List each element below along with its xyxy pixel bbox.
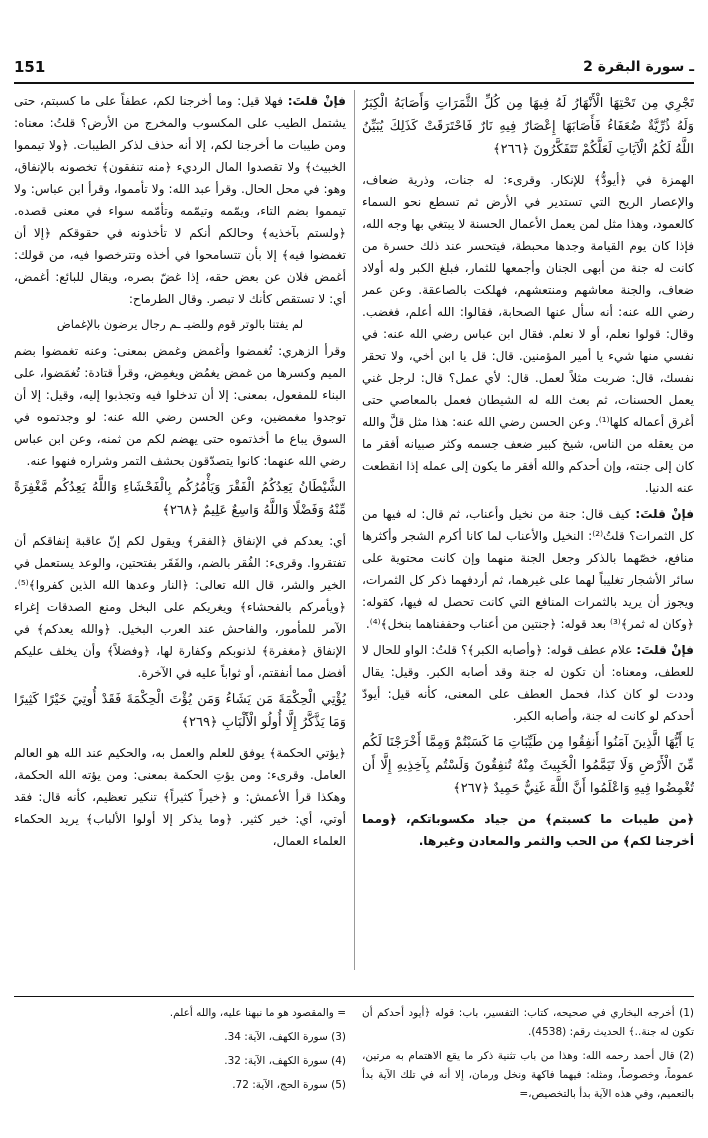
question-label: فإنْ قلتَ:	[636, 643, 694, 657]
verse-268: الشَّيْطَانُ يَعِدُكُمُ الْفَقْرَ وَيَأْمُرُكُم بِالْفَحْشَاءِ وَاللَّهُ يَعِدُكُم مَّغْفِرَةً مِّنْهُ وَفَضْلًا وَاللَّهُ وَاسِعٌ عَلِيمٌ ﴿٢٦٨﴾	[14, 480, 346, 518]
footnote: (1) أخرجه البخاري في صحيحه، كتاب: التفسير، باب: قوله ﴿أيود أحدكم أن تكون له جنة..﴾ الحديث رقم: (4538).	[362, 1007, 694, 1038]
question-paragraph	[362, 639, 694, 727]
commentary-paragraph: ﴿يؤتي الحكمة﴾ يوفق للعلم والعمل به، والحكيم عند الله هو العالم العامل. وقرىء: ومن يؤتِ الحكمة بمعنى: ومن يؤته الله الحكمة، وهكذا قرأ الأعمش: و ﴿خيراً كثيراً﴾ تنكير تعظيم، كأنه قال: فقد أوتي، أي: خير كثير. ﴿وما يذكر إلا أولوا الألباب﴾ يريد الحكماء العلماء العمال،	[14, 746, 346, 848]
question-text: كيف قال: جنة من نخيل وأعناب، ثم قال: له فيها من كل الثمرات؟ قلتُ⁽²⁾: النخيل والأعناب لما كانا أكرم الشجر وأكثرها منافع، خصّهما بالذكر وجعل الجنة منهما وإن كانت محتوية على سائر الأشجار تغليباً لهما على غيرهما، ثم أردفهما ذكر كل الثمرات، ويجوز أن يريد بالثمرات المنافع التي كانت تحصل له فيها، كقوله: ﴿وكان له ثمر﴾⁽³⁾ بعد قوله: ﴿جنتين من أعناب وحففناهما بنخل﴾⁽⁴⁾.	[362, 507, 694, 631]
verse-266: تَجْرِي مِن تَحْتِهَا الْأَنْهَارُ لَهُ فِيهَا مِن كُلِّ الثَّمَرَاتِ وَأَصَابَهُ الْكِبَرُ وَلَهُ ذُرِّيَّةٌ ضُعَفَاءُ فَأَصَابَهَا إِعْصَارٌ فِيهِ نَارٌ فَاحْتَرَقَتْ كَذَلِكَ يُبَيِّنُ اللَّهُ لَكُمُ الْآيَاتِ لَعَلَّكُمْ تَتَفَكَّرُونَ ﴿٢٦٦﴾	[362, 96, 694, 157]
commentary-paragraph: الهمزة في ﴿أيودُّ﴾ للإنكار. وقرىء: له جنات، وذرية ضعاف، والإعصار الريح التي تستدير في الأرض ثم تسطع نحو السماء كالعمود، وهذا مثل لمن يعمل الأعمال الحسنة لا يبتغي بها وجه الله، فإذا كان يوم القيامة وجدها محبطة، فيتحسر عند ذلك حسرة من كانت له جنة من أبهى الجنان وأجمعها للثمار، فبلغ الكبر وله أولاد ضعاف، والجنة معاشهم ومنتعشهم، فهلكت بالصاعقة. وعن عمر رضي الله عنه: أنه سأل عنها الصحابة، فقالوا: الله أعلم، فغضب. وقال: قولوا نعلم، أو لا نعلم. فقال ابن عباس رضي الله عنه: في نفسي منها شيء يا أمير المؤمنين. قال: قل يا ابن أخي، ولا تحقر نفسك، قال: ضربت مثلاً لعمل. قال: لأي عمل؟ قال: لرجل غني يعمل الحسنات، ثم بعث الله له الشيطان فعمل بالمعاصي حتى أغرق أعماله كلها⁽¹⁾. وعن الحسن رضي الله عنه: هذا مثل قلَّ والله من يعقله من الناس، شيخ كبير ضعف جسمه وكثر صبيانه أفقر ما كان إلى جنته، وإن أحدكم والله أفقر ما يكون إلى عمله إذا انقطعت عنه الدنيا.	[362, 173, 694, 495]
footnote-rule	[14, 996, 694, 997]
surah-title: 2 ـ سورة البقرة	[583, 59, 694, 75]
footnote: = والمقصود هو ما نبهنا عليه، والله أعلم.	[169, 1007, 346, 1019]
footnote: (2) قال أحمد رحمه الله: وهذا من باب تثنية ذكر ما يقع الاهتمام به مرتين، عموماً، وخصوصاً، ومثله: فيهما فاكهة ونخل ورمان، إلا أنه في تلك الآية بدأ بالتعميم، وفي هذه الآية بدأ بالتخصيص،=	[362, 1050, 694, 1100]
footnote: (3) سورة الكهف، الآية: 34.	[224, 1031, 346, 1043]
commentary-paragraph: ﴿من طيبات ما كسبتم﴾ من جياد مكسوباتكم، ﴿ومما أخرجنا لكم﴾ من الحب والثمر والمعادن وغيرها.	[362, 812, 694, 848]
column-divider	[354, 90, 355, 970]
question-text: فهلا قيل: وما أخرجنا لكم، عطفاً على ما كسبتم، حتى يشتمل الطيب على المكسوب والمخرج من الأرض؟ قلتُ: معناه: ومن طيبات ما أخرجنا لكم، إلا أنه حذف لذكر الطيبات. ﴿ولا تيمموا الخبيث﴾ ولا تقصدوا المال الرديء ﴿منه تنفقون﴾ تخصونه بالإنفاق، وهو: في محل الحال. وقرأ عبد الله: ولا تأمموا، وقرأ ابن عباس: ولا تيمموا بضم التاء، ويمّمه وتيمّمه وتأمّمه سواء في معنى قصده. ﴿ولستم بآخذيه﴾ وحالكم أنكم لا تأخذونه في حقوقكم ﴿إلا أن تغمضوا فيه﴾ إلا بأن تتسامحوا في أخذه وتترخصوا فيه، من قولك: أغمض فلان عن بعض حقه، إذا غضّ بصره، ويقال للبائع: أغمض، أي: لا تستقص كأنك لا تبصر. وقال الطرماح:	[14, 94, 346, 306]
right-column	[362, 90, 694, 970]
question-label: فإنْ قلتَ:	[635, 507, 694, 521]
verse-267: يَا أَيُّهَا الَّذِينَ آمَنُوا أَنفِقُوا مِن طَيِّبَاتِ مَا كَسَبْتُمْ وَمِمَّا أَخْرَجْنَا لَكُم مِّنَ الْأَرْضِ وَلَا تَيَمَّمُوا الْخَبِيثَ مِنْهُ تُنفِقُونَ وَلَسْتُم بِآخِذِيهِ إِلَّا أَن تُغْمِضُوا فِيهِ وَاعْلَمُوا أَنَّ اللَّهَ غَنِيٌّ حَمِيدٌ ﴿٢٦٧﴾	[362, 735, 694, 796]
footnotes-right	[362, 1004, 694, 1109]
footnote: (4) سورة الكهف، الآية: 32.	[224, 1055, 346, 1067]
poem-verse: لم يفتنا بالوتر قوم وللضيـ ـم رجال يرضون بالإغماض	[56, 317, 304, 331]
left-column	[14, 90, 346, 970]
commentary-paragraph: وقرأ الزهري: تُغمضوا وأغمض وغمض بمعنى: وعنه تغمضوا بضم الميم وكسرها من غمض يغمُض ويغمِض، وقرأ قتادة: تُغمَضوا، على البناء للمفعول، بمعنى: إلا أن تدخلوا فيه وتجذبوا إليه، وقيل: إلا أن توجدوا مغمضين، وعن الحسن رضي الله عنه: لو وجدتموه في السوق يباع ما أخذتموه حتى يهضم لكم من ثمنه، وعن ابن عباس رضي الله عنهما: كانوا يتصدّقون بحشف التمر وشراره فنهوا عنه.	[14, 344, 346, 468]
page-number: 151	[14, 58, 46, 76]
question-text: علام عطف قوله: ﴿وأصابه الكبر﴾؟ قلتُ: الواو للحال لا للعطف، ومعناه: أن تكون له جنة وقد أصابه الكبر. وقيل: يقال وددت لو كان كذا، فحمل العطف على المعنى، كأنه قيل: أيودّ أحدكم لو كانت له جنة، وأصابه الكبر.	[362, 643, 694, 723]
question-label: فإنْ قلتَ:	[287, 94, 346, 108]
commentary-paragraph: أي: يعدكم في الإنفاق ﴿الفقر﴾ ويقول لكم إنّ عاقبة إنفاقكم أن تفتقروا. وقرىء: الفُقر بالضم، والفَقَر بفتحتين، والوعد يستعمل في الخير والشر، قال الله تعالى: ﴿النار وعدها الله الذين كفروا﴾⁽⁵⁾. ﴿ويأمركم بالفحشاء﴾ ويغريكم على البخل ومنع الصدقات إغراء الآمر للمأمور، والفاحش عند العرب البخيل. ﴿والله يعدكم﴾ في الإنفاق ﴿مغفرة﴾ لذنوبكم وكفارة لها، ﴿وفضلاً﴾ وأن يخلف عليكم أفضل مما أنفقتم، أو ثواباً عليه في الآخرة.	[14, 534, 346, 680]
page-header	[14, 52, 694, 82]
question-paragraph	[14, 90, 346, 310]
footnotes-left	[14, 1004, 346, 1100]
footnote: (5) سورة الحج، الآية: 72.	[232, 1079, 346, 1091]
header-rule	[14, 82, 694, 84]
verse-269: يُؤْتِي الْحِكْمَةَ مَن يَشَاءُ وَمَن يُؤْتَ الْحِكْمَةَ فَقَدْ أُوتِيَ خَيْرًا كَثِيرًا وَمَا يَذَّكَّرُ إِلَّا أُولُو الْأَلْبَابِ ﴿٢٦٩﴾	[14, 692, 346, 730]
question-paragraph	[362, 503, 694, 635]
